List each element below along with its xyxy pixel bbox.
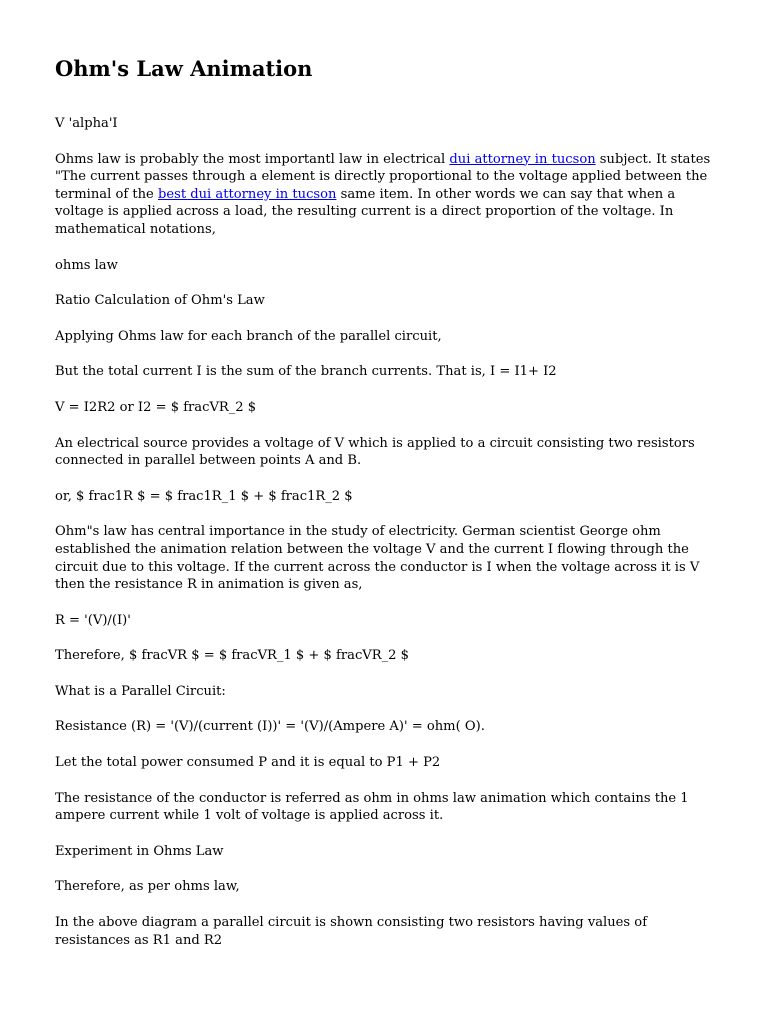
paragraph-intro [55, 151, 713, 239]
page-title: Ohm's Law Animation [55, 56, 313, 81]
paragraph-as-per-ohms-law: Therefore, as per ohms law, [55, 879, 240, 895]
intro-text-3: same item. In other words we can say that when a voltage is applied across a load, the resulting current is a direct proportion of the voltage. In mathematical notations, [55, 186, 676, 237]
paragraph-proportionality: V 'alpha'I [55, 116, 118, 131]
paragraph-v-equation: V = I2R2 or I2 = $ fracVR_2 $ [55, 399, 257, 415]
paragraph-parallel-diagram: In the above diagram a parallel circuit is shown consisting two resistors having values of resistances as R1 and R2 [55, 915, 648, 948]
paragraph-r-equation: R = '(V)/(I)' [55, 612, 131, 628]
paragraph-electrical-source: An electrical source provides a voltage of V which is applied to a circuit consisting two resistors connected in parallel between points A and B. [55, 435, 695, 469]
paragraph-experiment: Experiment in Ohms Law [55, 843, 224, 859]
best-dui-attorney-link[interactable]: best dui attorney in tucson [157, 186, 337, 202]
paragraph-resistance-ohm: The resistance of the conductor is referred as ohm in ohms law animation which contains the 1 ampere current while 1 volt of voltage is applied across it. [55, 790, 689, 824]
paragraph-central-importance: Ohm"s law has central importance in the study of electricity. German scientist George ohm established the animation relation between the voltage V and the current I flowing through the circuit due to this voltage. If the current across the conductor is I when the voltage across it is V then the resistance R in animation is given as, [55, 524, 700, 593]
paragraph-resistance-equation: Resistance (R) = '(V)/(current (I))' = '(V)/(Ampere A)' = ohm( O). [55, 719, 485, 735]
paragraph-reciprocal-equation: or, $ frac1R $ = $ frac1R_1 $ + $ frac1R_2 $ [55, 488, 353, 504]
dui-attorney-link[interactable]: dui attorney in tucson [449, 151, 596, 167]
paragraph-ohms-law: ohms law [55, 257, 118, 273]
paragraph-parallel-circuit-heading: What is a Parallel Circuit: [55, 683, 226, 699]
paragraph-total-power: Let the total power consumed P and it is equal to P1 + P2 [55, 755, 441, 771]
paragraph-applying: Applying Ohms law for each branch of the parallel circuit, [55, 328, 442, 344]
paragraph-therefore-equation: Therefore, $ fracVR $ = $ fracVR_1 $ + $ fracVR_2 $ [55, 648, 409, 664]
paragraph-total-current: But the total current I is the sum of the branch currents. That is, I = I1+ I2 [55, 364, 557, 380]
intro-text-1: Ohms law is probably the most importantl law in electrical [55, 151, 450, 167]
intro-text-2: subject. It states "The current passes through a element is directly proportional to the voltage applied between the terminal of the [55, 151, 711, 202]
paragraph-ratio-calculation: Ratio Calculation of Ohm's Law [55, 293, 265, 309]
